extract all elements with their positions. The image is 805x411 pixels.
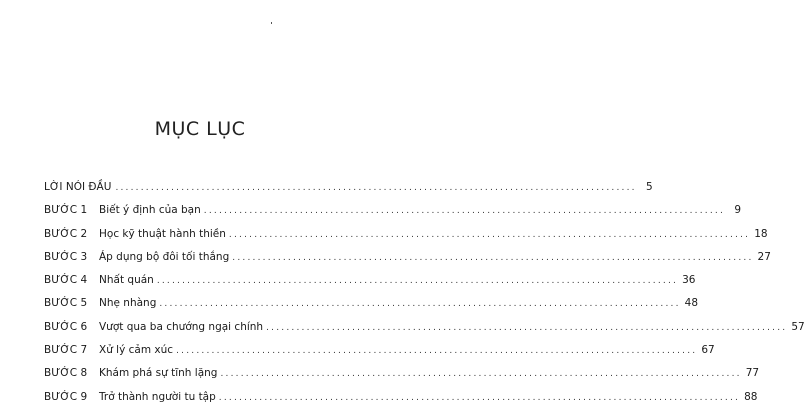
toc-row-step-8 [44, 364, 760, 387]
toc-page-number: 88 [744, 390, 758, 403]
toc-row-step-7 [44, 341, 715, 364]
toc-label: Khám phá sự tĩnh lặng [99, 367, 218, 380]
toc-page-number: 5 [646, 181, 653, 193]
toc-label: Vượt qua ba chướng ngại chính [99, 320, 264, 333]
toc-step: BƯỚC 8 [44, 367, 88, 380]
toc-row-step-3 [44, 248, 771, 271]
dot-leader: ....................................................................................................... [232, 252, 754, 263]
toc-label: Nhất quán [99, 274, 154, 287]
toc-row-step-5 [44, 294, 699, 317]
toc-label: Học kỹ thuật hành thiền [99, 227, 226, 240]
toc-page-number: 18 [754, 227, 768, 240]
toc-step: BƯỚC 6 [44, 320, 88, 333]
toc-step: BƯỚC 5 [44, 297, 88, 310]
toc-step: BƯỚC 7 [44, 344, 88, 357]
toc-row-step-1 [44, 201, 742, 224]
toc-row-step-4 [44, 271, 696, 294]
toc-step: BƯỚC 4 [44, 274, 88, 287]
toc-label: Trở thành người tu tập [99, 390, 216, 403]
toc-page-number: 67 [701, 344, 715, 357]
toc-step: BƯỚC 1 [44, 204, 88, 217]
toc-label: Xử lý cảm xúc [99, 344, 174, 357]
toc-page-number: 57 [791, 320, 805, 333]
dot-leader: ....................................................................................................... [218, 392, 741, 403]
toc-label: Áp dụng bộ đôi tối thắng [99, 250, 230, 263]
toc-label: Nhẹ nhàng [99, 297, 157, 310]
dot-leader: ....................................................................................................... [115, 183, 637, 193]
toc-label: Biết ý định của bạn [99, 204, 201, 217]
toc-page-number: 36 [682, 274, 696, 287]
toc-page-number: 48 [684, 297, 699, 310]
dot-leader: ....................................................................................................... [266, 322, 788, 333]
toc-step: BƯỚC 2 [44, 227, 88, 240]
toc-page-number: 27 [757, 250, 771, 263]
dot-leader: ....................................................................................................... [203, 206, 726, 217]
page-speck [271, 22, 272, 24]
toc-label: LỜI NÓI ĐẦU [44, 181, 112, 193]
dot-leader: ....................................................................................................... [228, 229, 751, 240]
dot-leader: ....................................................................................................... [159, 299, 681, 310]
dot-leader: ....................................................................................................... [176, 346, 698, 357]
toc-row-preface [44, 178, 653, 201]
toc-page-number: 9 [734, 204, 742, 217]
toc-row-step-9 [44, 388, 758, 411]
toc-row-step-2 [44, 225, 768, 248]
table-of-contents [44, 178, 805, 411]
toc-row-step-6 [44, 318, 805, 341]
page-title: MỤC LỤC [154, 118, 246, 140]
toc-page-number: 77 [745, 367, 760, 380]
dot-leader: ....................................................................................................... [156, 276, 679, 287]
dot-leader: ....................................................................................................... [220, 369, 742, 380]
toc-step: BƯỚC 9 [44, 390, 88, 403]
toc-step: BƯỚC 3 [44, 250, 88, 263]
